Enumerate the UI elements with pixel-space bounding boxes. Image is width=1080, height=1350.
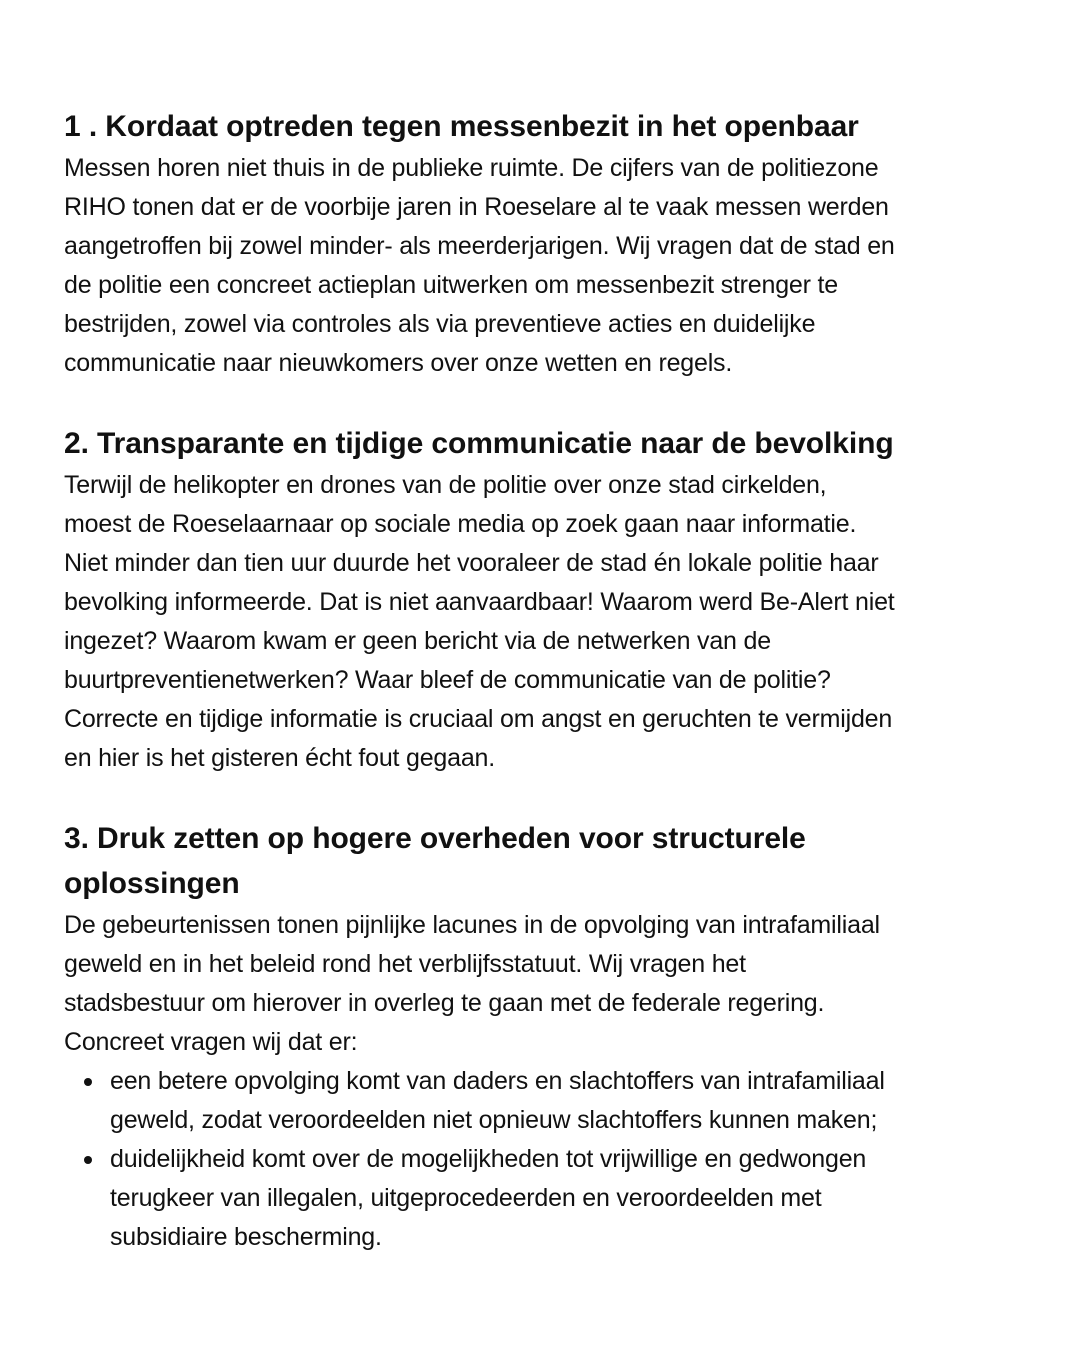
body-line: en hier is het gisteren écht fout gegaan. <box>64 744 495 772</box>
body-line: Niet minder dan tien uur duurde het vooraleer de stad én lokale politie haar <box>64 549 879 577</box>
section-1 <box>64 104 1024 383</box>
bullet-line: duidelijkheid komt over de mogelijkheden tot vrijwillige en gedwongen <box>110 1145 867 1173</box>
bullet-line: terugkeer van illegalen, uitgeprocedeerden en veroordeelden met <box>110 1184 822 1212</box>
heading-line: 3. Druk zetten op hogere overheden voor structurele <box>64 822 806 855</box>
bullet-line: een betere opvolging komt van daders en slachtoffers van intrafamiliaal <box>110 1067 885 1095</box>
bullet-list <box>64 1062 1024 1257</box>
body-line: De gebeurtenissen tonen pijnlijke lacunes in de opvolging van intrafamiliaal <box>64 911 880 939</box>
body-line: geweld en in het beleid rond het verblijfsstatuut. Wij vragen het <box>64 950 746 978</box>
body-line: Correcte en tijdige informatie is cruciaal om angst en geruchten te vermijden <box>64 705 893 733</box>
section-body <box>64 906 1024 1062</box>
bullet-item <box>110 1062 1024 1140</box>
section-2 <box>64 421 1024 778</box>
body-line: Messen horen niet thuis in de publieke ruimte. De cijfers van de politiezone <box>64 154 879 182</box>
body-line: ingezet? Waarom kwam er geen bericht via de netwerken van de <box>64 627 771 655</box>
section-body <box>64 466 1024 778</box>
section-heading <box>64 816 1024 906</box>
body-line: communicatie naar nieuwkomers over onze wetten en regels. <box>64 349 733 377</box>
bullet-dot-icon <box>84 1156 92 1164</box>
bullet-line: subsidiaire bescherming. <box>110 1223 382 1251</box>
section-heading: 1 . Kordaat optreden tegen messenbezit in het openbaar <box>64 110 859 143</box>
body-line: Terwijl de helikopter en drones van de politie over onze stad cirkelden, <box>64 471 827 499</box>
body-line: moest de Roeselaarnaar op sociale media op zoek gaan naar informatie. <box>64 510 857 538</box>
body-line: buurtpreventienetwerken? Waar bleef de communicatie van de politie? <box>64 666 831 694</box>
body-line: RIHO tonen dat er de voorbije jaren in Roeselare al te vaak messen werden <box>64 193 889 221</box>
body-line: bevolking informeerde. Dat is niet aanvaardbaar! Waarom werd Be-Alert niet <box>64 588 895 616</box>
body-line: de politie een concreet actieplan uitwerken om messenbezit strenger te <box>64 271 838 299</box>
bullet-dot-icon <box>84 1078 92 1086</box>
section-heading: 2. Transparante en tijdige communicatie naar de bevolking <box>64 427 894 460</box>
section-3 <box>64 816 1024 1257</box>
body-line: aangetroffen bij zowel minder- als meerderjarigen. Wij vragen dat de stad en <box>64 232 895 260</box>
body-line: bestrijden, zowel via controles als via preventieve acties en duidelijke <box>64 310 816 338</box>
document-page <box>64 104 1024 1295</box>
body-line: Concreet vragen wij dat er: <box>64 1028 358 1056</box>
bullet-line: geweld, zodat veroordeelden niet opnieuw slachtoffers kunnen maken; <box>110 1106 878 1134</box>
bullet-item <box>110 1140 1024 1257</box>
heading-line: oplossingen <box>64 867 240 900</box>
section-body <box>64 149 1024 383</box>
body-line: stadsbestuur om hierover in overleg te gaan met de federale regering. <box>64 989 825 1017</box>
